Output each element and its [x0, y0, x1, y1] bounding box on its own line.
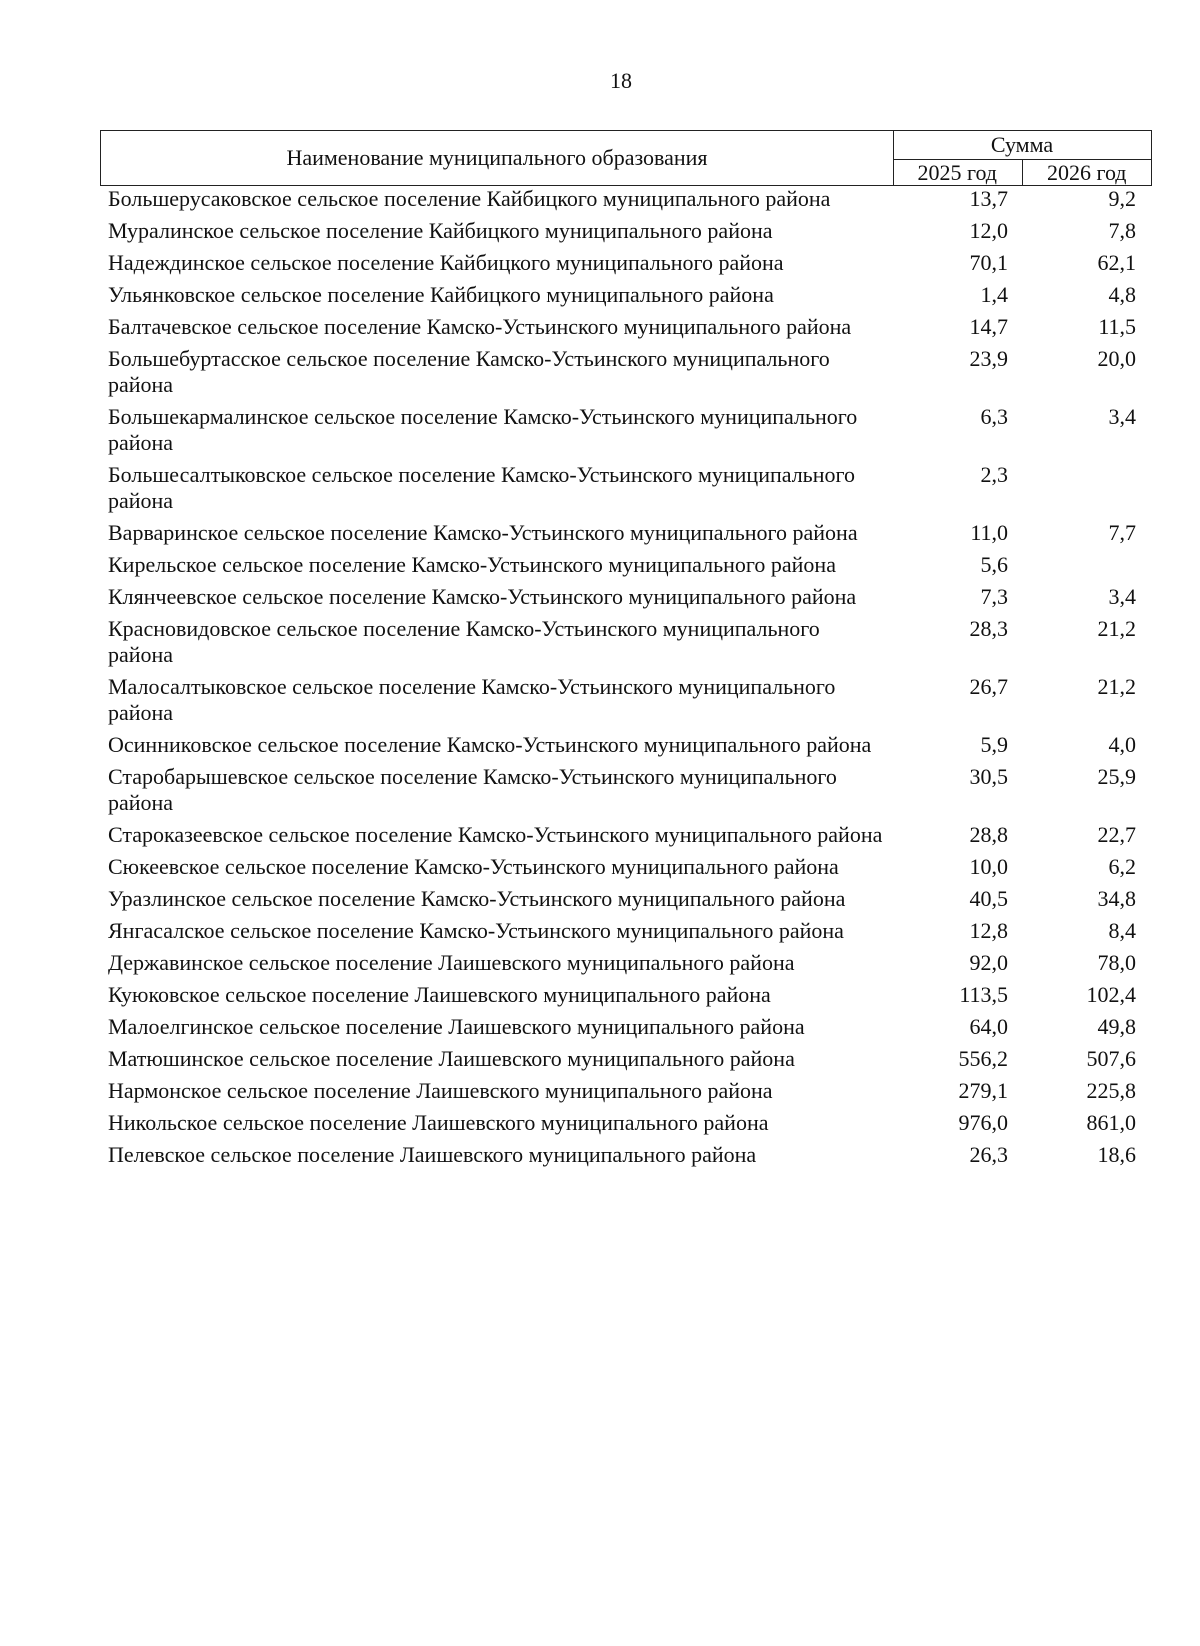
amount-2026: 3,4	[1108, 404, 1136, 429]
municipality-name: Державинское сельское поселение Лаишевского муниципального района	[108, 950, 795, 975]
table-row	[108, 282, 1152, 308]
amount-2025: 2,3	[980, 462, 1008, 487]
amount-2025: 28,8	[969, 822, 1008, 847]
amount-2026: 18,6	[1097, 1142, 1136, 1167]
municipality-name: Ульянковское сельское поселение Кайбицкого муниципального района	[108, 282, 774, 307]
amount-2026: 225,8	[1086, 1078, 1136, 1103]
amount-2025: 7,3	[980, 584, 1008, 609]
table-row	[108, 822, 1152, 848]
amount-2025: 12,8	[969, 918, 1008, 943]
amount-2026: 6,2	[1108, 854, 1136, 879]
table-row	[108, 674, 1152, 726]
amount-2026: 8,4	[1108, 918, 1136, 943]
table-row	[108, 314, 1152, 340]
municipality-name: Осинниковское сельское поселение Камско-Устьинского муниципального района	[108, 732, 872, 757]
municipality-name: Большебуртасское сельское поселение Камско-Устьинского муниципального района	[108, 346, 830, 397]
municipality-name: Пелевское сельское поселение Лаишевского муниципального района	[108, 1142, 757, 1167]
amount-2025: 6,3	[980, 404, 1008, 429]
header-sum-group	[893, 131, 1151, 185]
amount-2025: 5,9	[980, 732, 1008, 757]
amount-2025: 23,9	[969, 346, 1008, 371]
municipality-name: Малоелгинское сельское поселение Лаишевского муниципального района	[108, 1014, 805, 1039]
header-year-2025: 2025 год	[893, 160, 1023, 186]
amount-2026: 3,4	[1108, 584, 1136, 609]
table-row	[108, 1142, 1152, 1168]
amount-2026: 9,2	[1108, 186, 1136, 211]
amount-2026: 78,0	[1097, 950, 1136, 975]
amount-2026: 49,8	[1097, 1014, 1136, 1039]
amount-2025: 64,0	[969, 1014, 1008, 1039]
header-sum-title: Сумма	[893, 131, 1151, 160]
header-name-column: Наименование муниципального образования	[101, 131, 894, 185]
table-row	[108, 764, 1152, 816]
amount-2026: 21,2	[1097, 674, 1136, 699]
amount-2025: 92,0	[969, 950, 1008, 975]
table-row	[108, 520, 1152, 546]
table-row	[108, 1078, 1152, 1104]
amount-2025: 1,4	[980, 282, 1008, 307]
header-year-2026: 2026 год	[1046, 160, 1127, 185]
table-row	[108, 186, 1152, 212]
municipality-name: Варваринское сельское поселение Камско-Устьинского муниципального района	[108, 520, 858, 545]
amount-2025: 113,5	[959, 982, 1008, 1007]
municipality-name: Надеждинское сельское поселение Кайбицкого муниципального района	[108, 250, 784, 275]
amount-2025: 279,1	[958, 1078, 1008, 1103]
amount-2026: 11,5	[1098, 314, 1136, 339]
municipality-name: Большесалтыковское сельское поселение Камско-Устьинского муниципального района	[108, 462, 855, 513]
municipality-name: Никольское сельское поселение Лаишевского муниципального района	[108, 1110, 769, 1135]
table-row	[108, 854, 1152, 880]
amount-2025: 556,2	[958, 1046, 1008, 1071]
table-row	[108, 732, 1152, 758]
municipality-name: Уразлинское сельское поселение Камско-Устьинского муниципального района	[108, 886, 846, 911]
municipality-name: Куюковское сельское поселение Лаишевского муниципального района	[108, 982, 771, 1007]
table-body	[108, 186, 1152, 1174]
table-row	[108, 886, 1152, 912]
municipality-name: Малосалтыковское сельское поселение Камско-Устьинского муниципального района	[108, 674, 836, 725]
table-row	[108, 616, 1152, 668]
table-header	[100, 130, 1152, 186]
amount-2026: 62,1	[1097, 250, 1136, 275]
amount-2025: 26,3	[969, 1142, 1008, 1167]
amount-2026: 7,8	[1108, 218, 1136, 243]
table-row	[108, 982, 1152, 1008]
municipality-name: Красновидовское сельское поселение Камско-Устьинского муниципального района	[108, 616, 820, 667]
municipality-name: Кирельское сельское поселение Камско-Устьинского муниципального района	[108, 552, 836, 577]
municipality-name: Муралинское сельское поселение Кайбицкого муниципального района	[108, 218, 773, 243]
amount-2026: 25,9	[1097, 764, 1136, 789]
amount-2026: 507,6	[1086, 1046, 1136, 1071]
municipality-name: Староказеевское сельское поселение Камско-Устьинского муниципального района	[108, 822, 883, 847]
amount-2025: 11,0	[970, 520, 1008, 545]
amount-2025: 14,7	[969, 314, 1008, 339]
table-row	[108, 462, 1152, 514]
amount-2026: 7,7	[1108, 520, 1136, 545]
table-row	[108, 346, 1152, 398]
municipality-name: Большерусаковское сельское поселение Кайбицкого муниципального района	[108, 186, 831, 211]
table-row	[108, 1046, 1152, 1072]
amount-2025: 12,0	[969, 218, 1008, 243]
amount-2026: 20,0	[1097, 346, 1136, 371]
municipality-name: Янгасалское сельское поселение Камско-Устьинского муниципального района	[108, 918, 844, 943]
table-row	[108, 552, 1152, 578]
municipality-name: Сюкеевское сельское поселение Камско-Устьинского муниципального района	[108, 854, 839, 879]
amount-2026: 22,7	[1097, 822, 1136, 847]
municipality-name: Матюшинское сельское поселение Лаишевского муниципального района	[108, 1046, 795, 1071]
municipality-name: Клянчеевское сельское поселение Камско-Устьинского муниципального района	[108, 584, 857, 609]
municipality-name: Большекармалинское сельское поселение Камско-Устьинского муниципального района	[108, 404, 858, 455]
table-row	[108, 950, 1152, 976]
amount-2025: 26,7	[969, 674, 1008, 699]
table-row	[108, 404, 1152, 456]
amount-2026: 4,8	[1108, 282, 1136, 307]
page-number: 18	[610, 68, 632, 93]
municipality-name: Балтачевское сельское поселение Камско-Устьинского муниципального района	[108, 314, 852, 339]
amount-2026: 34,8	[1097, 886, 1136, 911]
amount-2026: 21,2	[1097, 616, 1136, 641]
amount-2025: 28,3	[969, 616, 1008, 641]
header-years	[893, 160, 1151, 186]
amount-2025: 70,1	[969, 250, 1008, 275]
amount-2025: 976,0	[958, 1110, 1008, 1135]
amount-2025: 5,6	[980, 552, 1008, 577]
municipality-name: Нармонское сельское поселение Лаишевского муниципального района	[108, 1078, 773, 1103]
table-row	[108, 918, 1152, 944]
amount-2026: 4,0	[1108, 732, 1136, 757]
table-row	[108, 218, 1152, 244]
amount-2026: 861,0	[1086, 1110, 1136, 1135]
municipality-name: Старобарышевское сельское поселение Камско-Устьинского муниципального района	[108, 764, 837, 815]
table-row	[108, 1110, 1152, 1136]
amount-2025: 30,5	[969, 764, 1008, 789]
table-row	[108, 584, 1152, 610]
amount-2025: 40,5	[969, 886, 1008, 911]
amount-2026: 102,4	[1086, 982, 1136, 1007]
table-row	[108, 250, 1152, 276]
table-row	[108, 1014, 1152, 1040]
amount-2025: 13,7	[969, 186, 1008, 211]
amount-2025: 10,0	[969, 854, 1008, 879]
